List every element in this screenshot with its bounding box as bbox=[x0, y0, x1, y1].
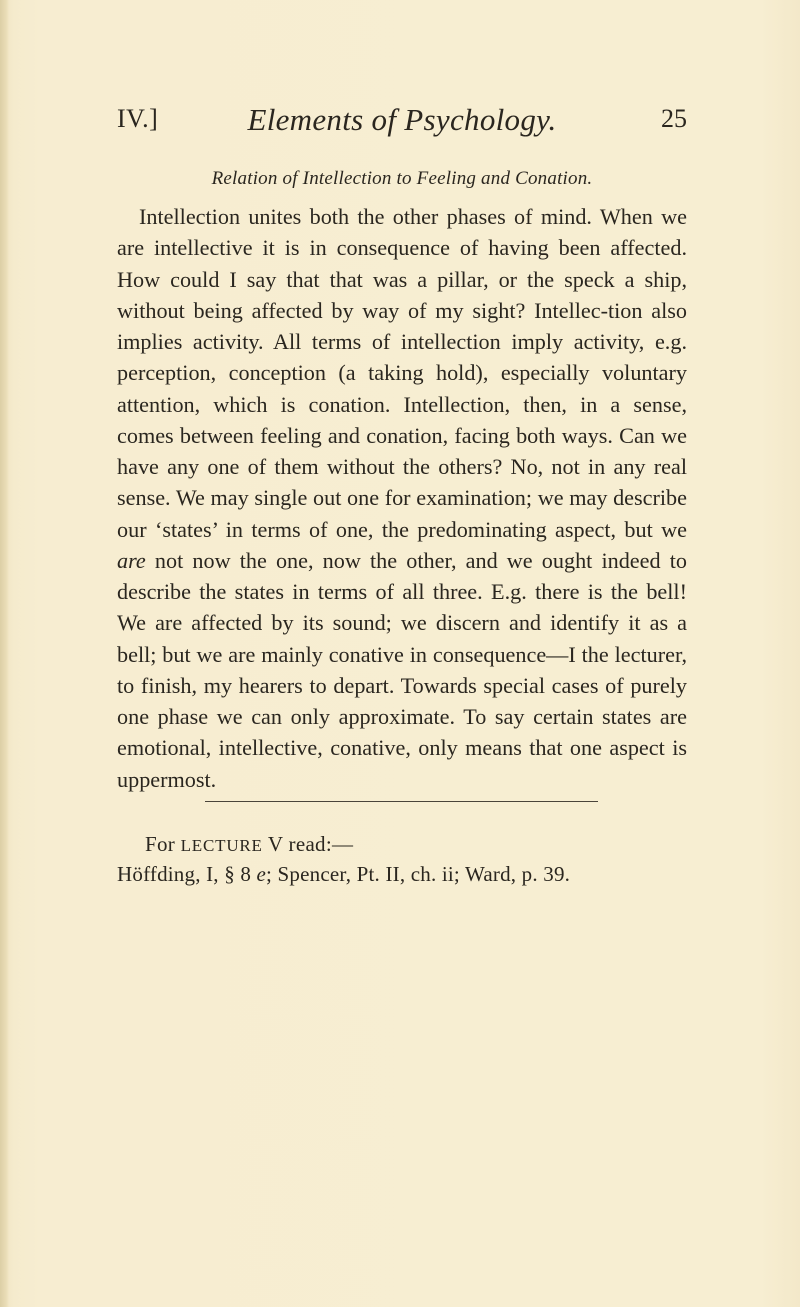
section-divider bbox=[205, 801, 598, 802]
body-paragraph bbox=[117, 201, 687, 795]
reference-others: ; Spencer, Pt. II, ch. ii; Ward, p. 39. bbox=[266, 862, 571, 886]
page-gutter bbox=[0, 0, 9, 1307]
reading-label bbox=[145, 832, 353, 857]
page-number: 25 bbox=[661, 104, 687, 133]
running-title: Elements of Psychology. bbox=[247, 102, 557, 137]
reading-label-suffix: V read:— bbox=[262, 832, 354, 856]
paragraph-text-part2: not now the one, now the other, and we ought indeed to describe the states in terms of all three. E.g. there is the bell! We are affected by its sound; we discern and identify it as a bell; but we are mainly conative in consequence—I the lecturer, to finish, my hearers to depart. Towards special cases of purely one phase we can only approximate. To say certain states are emotional, intellective, conative, only means that one aspect is uppermost. bbox=[117, 547, 687, 792]
chapter-number: IV.] bbox=[117, 104, 159, 133]
reading-label-prefix: For bbox=[145, 832, 181, 856]
reference-hoffding-italic: e bbox=[256, 862, 267, 886]
running-head bbox=[117, 104, 687, 140]
paragraph-text-part1: Intellection unites both the other phases of mind. When we are intellective it is in consequence of having been affected. How could I say that that was a pillar, or the speck a ship, without being affected by way of my sight? Intellec-tion also implies activity. All terms of intellection imply activity, e.g. perception, conception (a taking hold), especially voluntary attention, which is conation. Intellection, then, in a sense, comes between feeling and conation, facing both ways. Can we have any one of them without the others? No, not in any real sense. We may single out one for examination; we may describe our ‘states’ in terms of one, the predominating aspect, but we bbox=[117, 204, 687, 542]
reading-references bbox=[117, 862, 717, 887]
reference-hoffding: Höffding, I, § 8 bbox=[117, 862, 257, 886]
reading-label-lecture: LECTURE bbox=[180, 836, 263, 855]
section-heading: Relation of Intellection to Feeling and Conation. bbox=[211, 168, 593, 189]
paragraph-emphasis: are bbox=[117, 547, 146, 573]
